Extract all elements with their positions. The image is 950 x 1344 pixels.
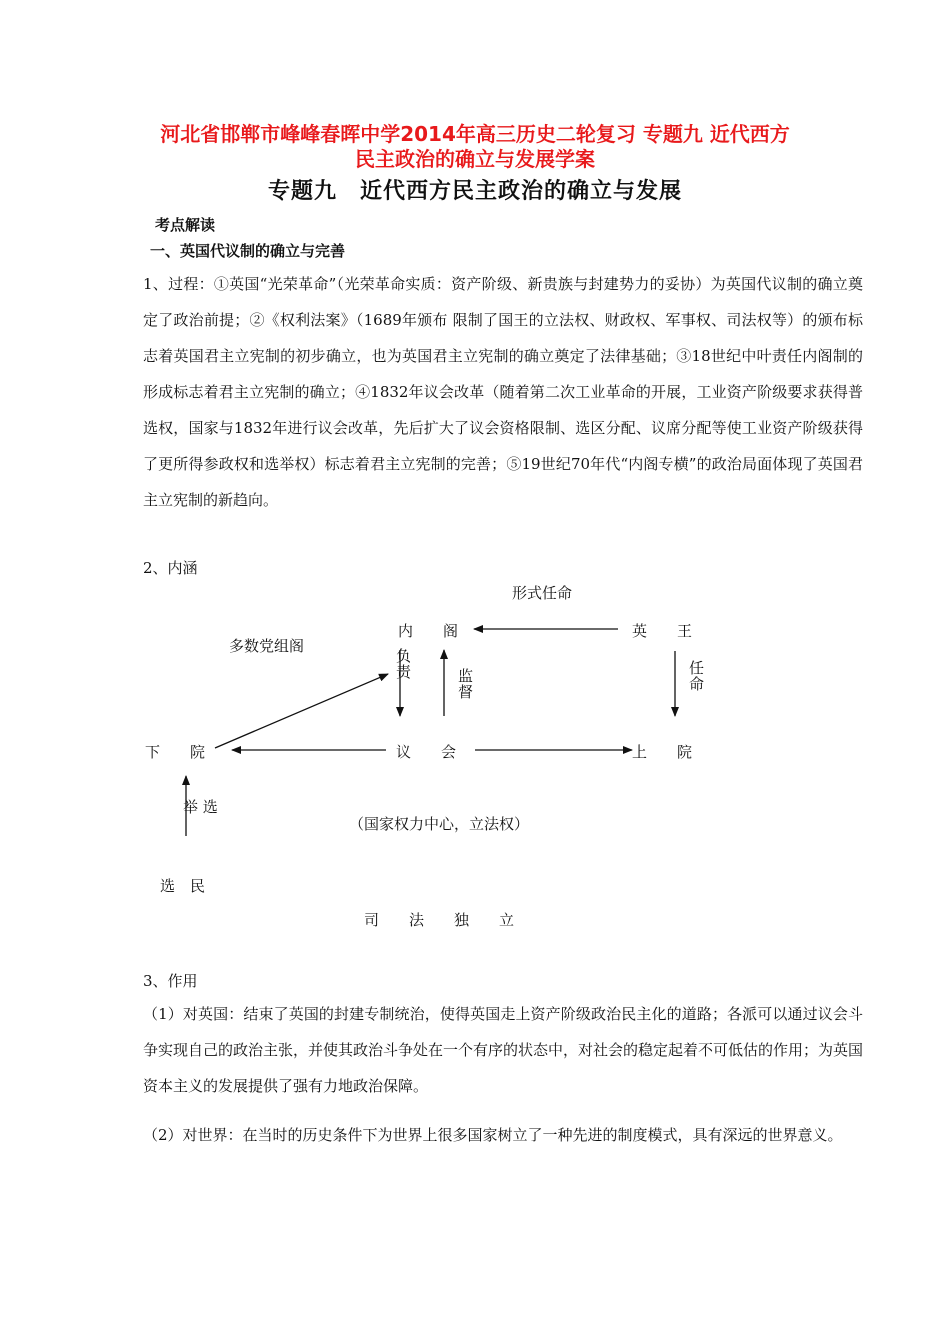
- parliament-label: 议 会: [396, 743, 457, 761]
- document-title-line2: 民主政治的确立与发展学案: [355, 147, 595, 171]
- document-title-line1: 河北省邯郸市峰峰春晖中学2014年高三历史二轮复习 专题九 近代西方: [160, 122, 790, 146]
- effects-item-1: （1）对英国：结束了英国的封建专制统治，使得英国走上资产阶级政治民主化的道路；各派可以通过议会斗争实现自己的政治主张，并使其政治斗争处在一个有序的状态中，对社会的稳定起着不可低估的作用；为英国资本主义的发展提供了强有力地政治保障。: [143, 1005, 864, 1095]
- effects-item-2: （2）对世界：在当时的历史条件下为世界上很多国家树立了一种先进的制度模式，具有深远的世界意义。: [143, 1126, 843, 1144]
- connotation-heading: 2、内涵: [143, 559, 198, 577]
- arrow-lower-to-cabinet: [215, 674, 388, 748]
- part1-title: 一、英国代议制的确立与完善: [150, 242, 346, 260]
- power-center-label: （国家权力中心，立法权）: [349, 815, 530, 833]
- topic-title: 专题九 近代西方民主政治的确立与发展: [267, 178, 682, 204]
- judicial-independence-label: 司 法 独 立: [364, 911, 515, 929]
- formal-appoint-label: 形式任命: [512, 584, 573, 602]
- majority-party-label: 多数党组阁: [229, 637, 305, 655]
- responsible-label: 负责: [394, 648, 412, 680]
- elect-label: 举 选: [183, 798, 218, 816]
- voters-label: 选 民: [160, 877, 206, 895]
- supervise-label: 监督: [456, 668, 474, 700]
- kaodian-label: 考点解读: [155, 216, 216, 234]
- cabinet-label: 内 阁: [398, 622, 459, 640]
- effects-heading: 3、作用: [143, 972, 198, 990]
- upper-house-label: 上 院: [632, 743, 693, 761]
- lower-house-label: 下 院: [145, 743, 206, 761]
- appoint-label: 任命: [687, 660, 705, 692]
- process-paragraph: 1、过程：①英国“光荣革命”（光荣革命实质：资产阶级、新贵族与封建势力的妥协）为英国代议制的确立奠定了政治前提；②《权利法案》（1689年颁布 限制了国王的立法权、财政权、军事权、司法权等）的颁布标志着英国君主立宪制的初步确立，也为英国君主立宪制的确立奠定了法律基础；③18世纪中叶责任内阁制的形成标志着君主立宪制的确立；④1832年议会改革（随着第二次工业革命的开展，工业资产阶级要求获得普选权，国家与1832年进行议会改革，先后扩大了议会资格限制、选区分配、议席分配等使工业资产阶级获得了更所得参政权和选举权）标志着君主立宪制的完善；⑤19世纪70年代“内阁专横”的政治局面体现了英国君主立宪制的新趋向。: [143, 275, 863, 509]
- king-label: 英 王: [632, 622, 693, 640]
